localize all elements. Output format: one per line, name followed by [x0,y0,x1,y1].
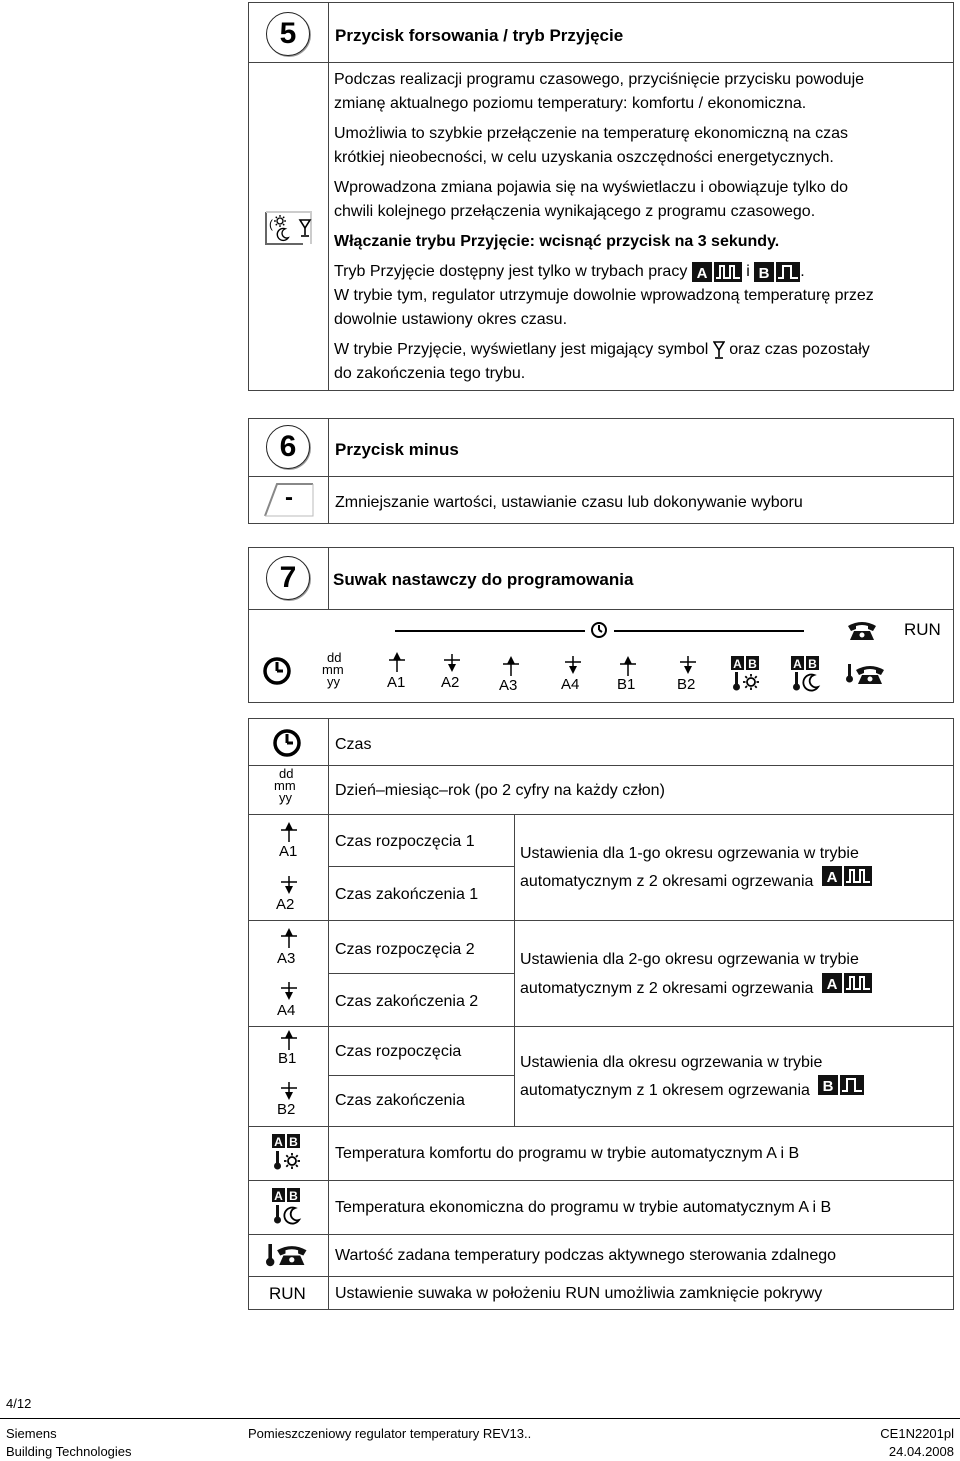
row-b1: Czas rozpoczęcia [335,1043,462,1060]
section5-title: Przycisk forsowania / tryb Przyjęcie [335,26,624,45]
sun-moon-party-icon [263,208,315,253]
slider-run-label: RUN [904,620,941,639]
auto-a-mode-icon-row2 [822,973,872,995]
section5-p11 [334,338,949,362]
section6-title: Przycisk minus [335,440,459,459]
section5-p1: Podczas realizacji programu czasowego, przyciśnięcie przycisku powoduje [334,71,865,88]
section5-p8a: Tryb Przyjęcie dostępny jest tylko w trybach pracy [334,263,688,280]
row-yy: yy [279,790,292,805]
section5-p9: W trybie tym, regulator utrzymuje dowolnie wprowadzoną temperaturę przez [334,287,874,304]
auto-b-mode-icon [754,262,800,282]
thermometer-phone-icon-row [266,1240,310,1275]
slider-dd: dd [327,650,342,665]
row-icon-a1: A1 [279,843,298,860]
row-a2: Czas zakończenia 1 [335,886,479,903]
footer-company1: Siemens [6,1426,57,1441]
auto-a-mode-icon [692,262,742,282]
section-number-6: 6 [266,425,310,469]
party-glass-icon [713,340,725,360]
row-a3: Czas rozpoczęcia 2 [335,941,475,958]
footer-company2: Building Technologies [6,1444,132,1459]
row-icon-a2: A2 [276,896,295,913]
row-a12-desc2-text: automatycznym z 2 okresami ogrzewania [520,873,814,890]
svg-text:(: ( [269,217,273,231]
slider-a3: A3 [499,677,518,694]
row-a1: Czas rozpoczęcia 1 [335,833,475,850]
section5-p10: dowolnie ustawiony okres czasu. [334,311,568,328]
section5-p8b: i [746,263,750,280]
section5-p8 [334,260,949,284]
footer-doc: CE1N2201pl [880,1426,954,1441]
thermometer-phone-icon [846,662,886,693]
section5-p8c: . [800,263,805,280]
phone-icon [846,620,880,647]
section5-p4: krótkiej nieobecności, w celu uzyskania oszczędności energetycznych. [334,149,834,166]
section5-p7: Włączanie trybu Przyjęcie: wcisnąć przycisk na 3 sekundy. [334,233,780,250]
section6-desc: Zmniejszanie wartości, ustawianie czasu lub dokonywanie wyboru [335,494,803,511]
row-czas: Czas [335,736,372,753]
section5-p11b: oraz czas pozostały [729,341,870,358]
slider-line-right [614,630,804,632]
legend-table [248,718,954,1310]
clock-icon-row [272,728,302,763]
section7-title: Suwak nastawczy do programowania [333,570,634,589]
footer-date: 24.04.2008 [888,1444,954,1459]
row-date-format: Dzień–miesiąc–rok (po 2 cyfry na każdy człon) [335,782,665,799]
row-dd: dd [279,766,294,781]
minus-key-label: - [285,484,293,511]
section5-p6: chwili kolejnego przełączenia wynikającego z programu czasowego. [334,203,816,220]
section5-p2: zmianę aktualnego poziomu temperatury: komfortu / ekonomiczna. [334,95,807,112]
row-icon-b2: B2 [277,1101,296,1118]
auto-a-mode-icon-row1 [822,866,872,888]
clock-small-icon [590,621,608,644]
slider-a1: A1 [387,674,406,691]
comfort-sun-icon [731,656,763,697]
row-icon-a3: A3 [277,950,296,967]
row-eco: Temperatura ekonomiczna do programu w trybie automatycznym A i B [335,1199,832,1216]
section5-p5: Wprowadzona zmiana pojawia się na wyświetlaczu i obowiązuje tylko do [334,179,849,196]
section-number-5: 5 [266,12,310,56]
row-a4: Czas zakończenia 2 [335,993,479,1010]
section5-p3: Umożliwia to szybkie przełączenie na temperaturę ekonomiczną na czas [334,125,849,142]
slider-a2: A2 [441,674,460,691]
section5-text [334,68,949,386]
row-a34-desc2-text: automatycznym z 2 okresami ogrzewania [520,980,814,997]
slider-mm: mm [322,662,344,677]
row-remote: Wartość zadana temperatury podczas aktywnego sterowania zdalnego [335,1247,837,1264]
footer-rule [0,1418,960,1419]
row-a12-desc2 [520,866,872,891]
row-a34-desc2 [520,973,872,998]
row-icon-b1: B1 [278,1050,297,1067]
row-comfort: Temperatura komfortu do programu w trybie automatycznym A i B [335,1145,800,1162]
row-a12-desc1: Ustawienia dla 1-go okresu ogrzewania w trybie [520,845,859,862]
row-b-desc1: Ustawienia dla okresu ogrzewania w trybie [520,1054,823,1071]
minus-key-icon [263,482,317,523]
row-mm: mm [274,778,296,793]
slider-b2: B2 [677,676,696,693]
row-b-desc2 [520,1075,864,1100]
page-number: 4/12 [6,1396,32,1411]
footer-product: Pomieszczeniowy regulator temperatury REV13.. [248,1426,532,1441]
section5-p11a: W trybie Przyjęcie, wyświetlany jest migający symbol [334,341,709,358]
section-number-7: 7 [266,556,310,600]
row-a34-desc1: Ustawienia dla 2-go okresu ogrzewania w trybie [520,951,859,968]
auto-b-mode-icon-row [818,1075,864,1097]
section5-p12: do zakończenia tego trybu. [334,365,526,382]
comfort-sun-icon-row [272,1134,304,1177]
slider-yy: yy [327,674,340,689]
row-run-label: RUN [269,1284,306,1303]
slider-b1: B1 [617,676,636,693]
row-icon-a4: A4 [277,1002,296,1019]
slider-line-left [395,630,585,632]
row-run-desc: Ustawienie suwaka w położeniu RUN umożliwia zamknięcie pokrywy [335,1285,823,1302]
clock-icon [262,656,292,691]
slider-a4: A4 [561,676,580,693]
eco-moon-icon [791,656,823,697]
row-b2: Czas zakończenia [335,1092,465,1109]
eco-moon-icon-row [272,1188,304,1231]
row-b-desc2-text: automatycznym z 1 okresem ogrzewania [520,1082,810,1099]
